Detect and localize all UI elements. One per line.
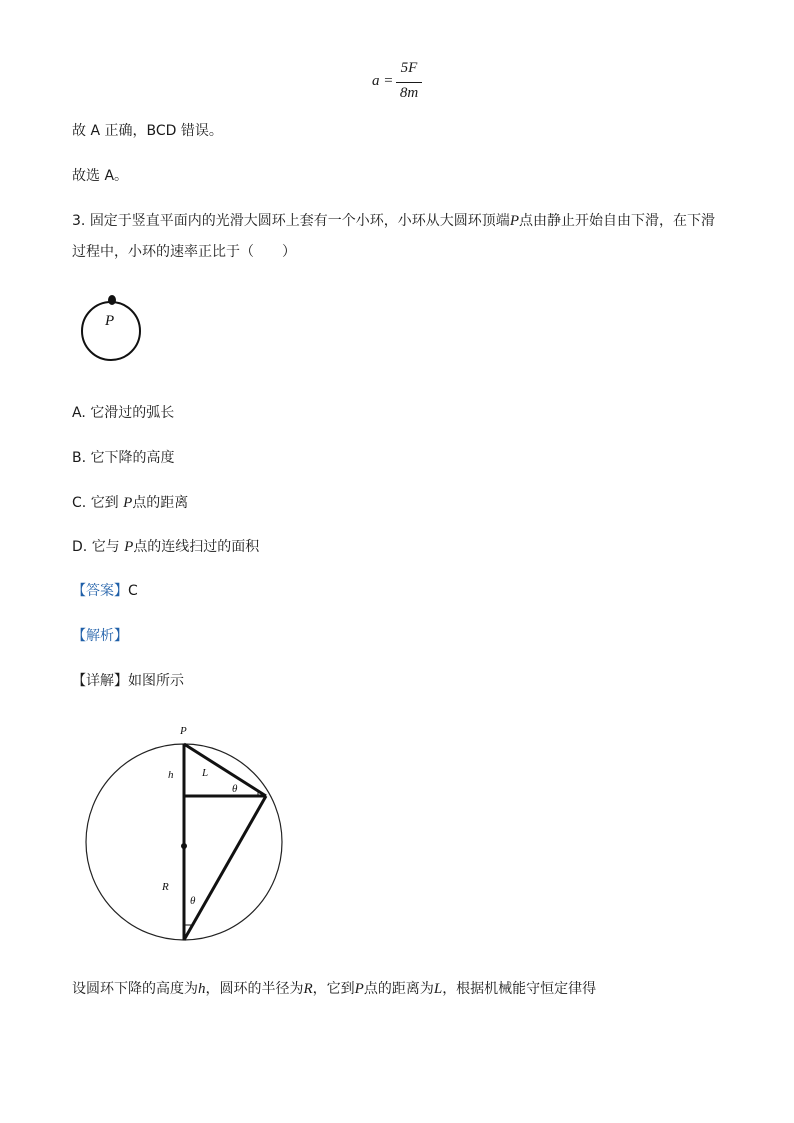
- formula-fraction-bar: [396, 82, 422, 83]
- center-dot: [181, 843, 187, 849]
- big-ring: [82, 302, 140, 360]
- last-line-var-h: h: [198, 981, 206, 997]
- last-line-var-l: L: [433, 981, 443, 997]
- option-d-var: P: [124, 539, 134, 555]
- last-line-var-r: R: [303, 981, 313, 997]
- option-c-key: C.: [72, 495, 87, 511]
- small-ring-bead: [108, 295, 116, 305]
- label-r: R: [162, 881, 169, 893]
- question-number: 3.: [72, 213, 86, 229]
- option-a-key: A.: [72, 405, 86, 421]
- question-stem-line-2: 过程中，小环的速率正比于（ ）: [72, 244, 296, 260]
- option-d-text-pre: 它与: [91, 539, 125, 555]
- question-point-var: P: [509, 213, 519, 229]
- option-d-key: D.: [72, 539, 88, 555]
- ring-figure: [78, 290, 148, 370]
- chord-bottom: [184, 796, 266, 940]
- question-stem-line-1: [72, 211, 715, 231]
- ring-figure-label-p: P: [105, 313, 115, 329]
- chord-l: [184, 744, 266, 796]
- label-theta-top: θ: [232, 783, 238, 795]
- label-h: h: [168, 769, 174, 781]
- detail-text: 如图所示: [128, 673, 184, 689]
- option-a: [72, 403, 174, 423]
- acceleration-formula: [372, 60, 432, 104]
- label-theta-bottom: θ: [190, 895, 196, 907]
- last-line-var-p: P: [354, 981, 364, 997]
- label-p: P: [180, 725, 187, 737]
- option-b-text: 它下降的高度: [90, 450, 175, 466]
- answer-line: [72, 581, 138, 601]
- choice-paragraph: 故选 A。: [72, 168, 129, 184]
- detail-label: 【详解】: [72, 673, 128, 689]
- last-line-text-4: 点的距离为: [363, 981, 434, 997]
- formula-denominator: 8m: [399, 85, 419, 101]
- answer-value: C: [128, 583, 138, 599]
- question-text-part-1: 固定于竖直平面内的光滑大圆环上套有一个小环，小环从大圆环顶端: [89, 213, 510, 229]
- analysis-line: [72, 626, 128, 646]
- option-a-text: 它滑过的弧长: [90, 405, 175, 421]
- question-text-part-2: 点由静止开始自由下滑，在下滑: [518, 213, 715, 229]
- formula-numerator: 5F: [400, 60, 418, 76]
- last-line-text-5: ，根据机械能守恒定律得: [442, 981, 597, 997]
- option-c: [72, 493, 188, 513]
- last-line-text-3: ，它到: [312, 981, 355, 997]
- energy-conservation-line: [72, 979, 596, 999]
- option-c-var: P: [123, 495, 133, 511]
- option-c-text-pre: 它到: [90, 495, 124, 511]
- option-c-text-post: 点的距离: [132, 495, 189, 511]
- option-d-text-post: 点的连线扫过的面积: [133, 539, 260, 555]
- geometry-figure: [76, 718, 288, 950]
- last-line-text-2: ，圆环的半径为: [205, 981, 304, 997]
- conclusion-paragraph: 故 A 正确，BCD 错误。: [72, 123, 223, 139]
- option-d: [72, 537, 259, 557]
- analysis-label: 【解析】: [72, 628, 128, 644]
- label-l: L: [202, 767, 209, 779]
- answer-label: 【答案】: [72, 583, 128, 599]
- formula-lhs: a =: [372, 73, 394, 89]
- detail-line: [72, 671, 184, 691]
- option-b-key: B.: [72, 450, 87, 466]
- option-b: [72, 448, 175, 468]
- last-line-text-1: 设圆环下降的高度为: [72, 981, 198, 997]
